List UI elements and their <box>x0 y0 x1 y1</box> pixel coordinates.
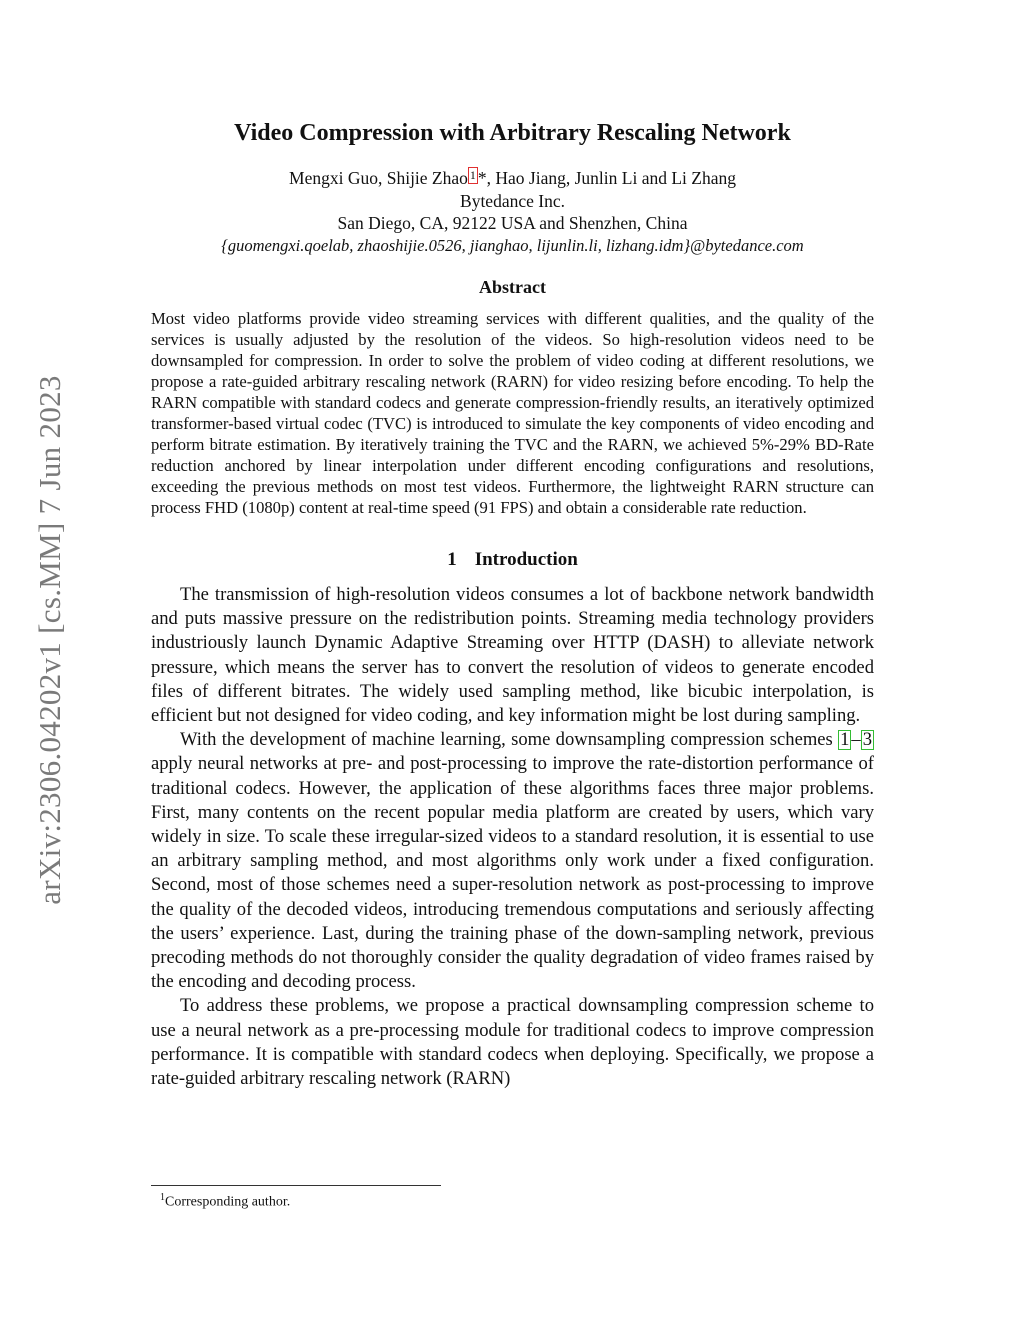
paragraph: To address these problems, we propose a practical downsampling compression scheme to use a neural network as a pre-processing module for traditional codecs to improve compression performance. It is compatible with standard codecs when deploying. Specifically, we propose a rate-guided arbitrary rescaling network (RARN) <box>151 995 874 1090</box>
paragraph-text: apply neural networks at pre- and post-processing to improve the rate-distortion performance of traditional codecs. However, the application of these algorithms faces three major problems. First, many contents on the recent popular media platform are created by users, which vary widely in size. To scale these irregular-sized videos to a standard resolution, it is essential to use an arbitrary sampling method, and most algorithms only work under a fixed configuration. Second, most of those schemes need a super-resolution network as post-processing to improve the quality of the decoded videos, introducing tremendous computations and seriously affecting the users’ experience. Last, during the training phase of the down-sampling network, previous precoding methods do not thoroughly consider the quality degradation of video frames raised by the encoding and decoding process. <box>151 753 874 993</box>
footnote-mark: 1 <box>160 1192 165 1203</box>
abstract-text: Most video platforms provide video streaming services with different qualities, and the quality of the services is usually adjusted by the resolution of the videos. So high-resolution videos need to be downsampled for compression. In order to solve the problem of video coding at different resolutions, we propose a rate-guided arbitrary rescaling network (RARN) for video resizing before encoding. To help the RARN compatible with standard codecs and generate compression-friendly results, an iteratively optimized transformer-based virtual codec (TVC) is introduced to simulate the key components of video encoding and perform bitrate estimation. By iteratively training the TVC and the RARN, we achieved 5%-29% BD-Rate reduction anchored by linear interpolation under different encoding configurations and resolutions, exceeding the previous methods on most test videos. Furthermore, the lightweight RARN structure can process FHD (1080p) content at real-time speed (91 FPS) and obtain a considerable rate reduction. <box>151 309 874 517</box>
paragraph: The transmission of high-resolution videos consumes a lot of backbone network bandwidth and puts massive pressure on the redistribution points. Streaming media technology providers industriously launch Dynamic Adaptive Streaming over HTTP (DASH) to alleviate network pressure, which means the server has to convert the resolution of videos to generate encoded files of different bitrates. The widely used sampling method, like bicubic interpolation, is efficient but not designed for video coding, and key information might be lost during sampling. <box>151 584 874 727</box>
paper-title: Video Compression with Arbitrary Rescaling Network <box>234 120 791 146</box>
author-list <box>151 167 874 190</box>
email-domain: }@bytedance.com <box>683 235 804 255</box>
address: San Diego, CA, 92122 USA and Shenzhen, China <box>337 213 688 233</box>
section-heading-introduction <box>151 548 874 572</box>
introduction-body <box>151 583 874 1091</box>
footnote <box>160 1188 290 1213</box>
arxiv-identifier: arXiv:2306.04202v1 [cs.MM] 7 Jun 2023 <box>32 375 67 905</box>
authors-first: Mengxi Guo, Shijie Zhao <box>289 168 468 188</box>
affiliation: Bytedance Inc. <box>460 190 565 211</box>
author-block <box>151 167 874 257</box>
abstract-heading: Abstract <box>479 277 546 297</box>
footnote-text: Corresponding author. <box>165 1194 291 1210</box>
citation-link[interactable]: 1 <box>840 729 850 751</box>
citation-link[interactable]: 3 <box>862 729 872 751</box>
author-emails <box>151 235 874 258</box>
paragraph <box>151 728 874 994</box>
footnote-link[interactable]: 1 <box>469 168 476 182</box>
section-number: 1 <box>447 549 457 570</box>
authors-rest: *, Hao Jiang, Junlin Li and Li Zhang <box>477 168 736 188</box>
citation-range-dash: – <box>851 729 861 751</box>
footnote-divider <box>151 1185 441 1186</box>
paragraph-text: With the development of machine learning, some downsampling compression schemes <box>180 729 839 751</box>
section-title-text: Introduction <box>474 549 578 570</box>
paper-page <box>151 0 874 1091</box>
email-names: {guomengxi.qoelab, zhaoshijie.0526, jianghao, lijunlin.li, lizhang.idm <box>221 235 684 255</box>
